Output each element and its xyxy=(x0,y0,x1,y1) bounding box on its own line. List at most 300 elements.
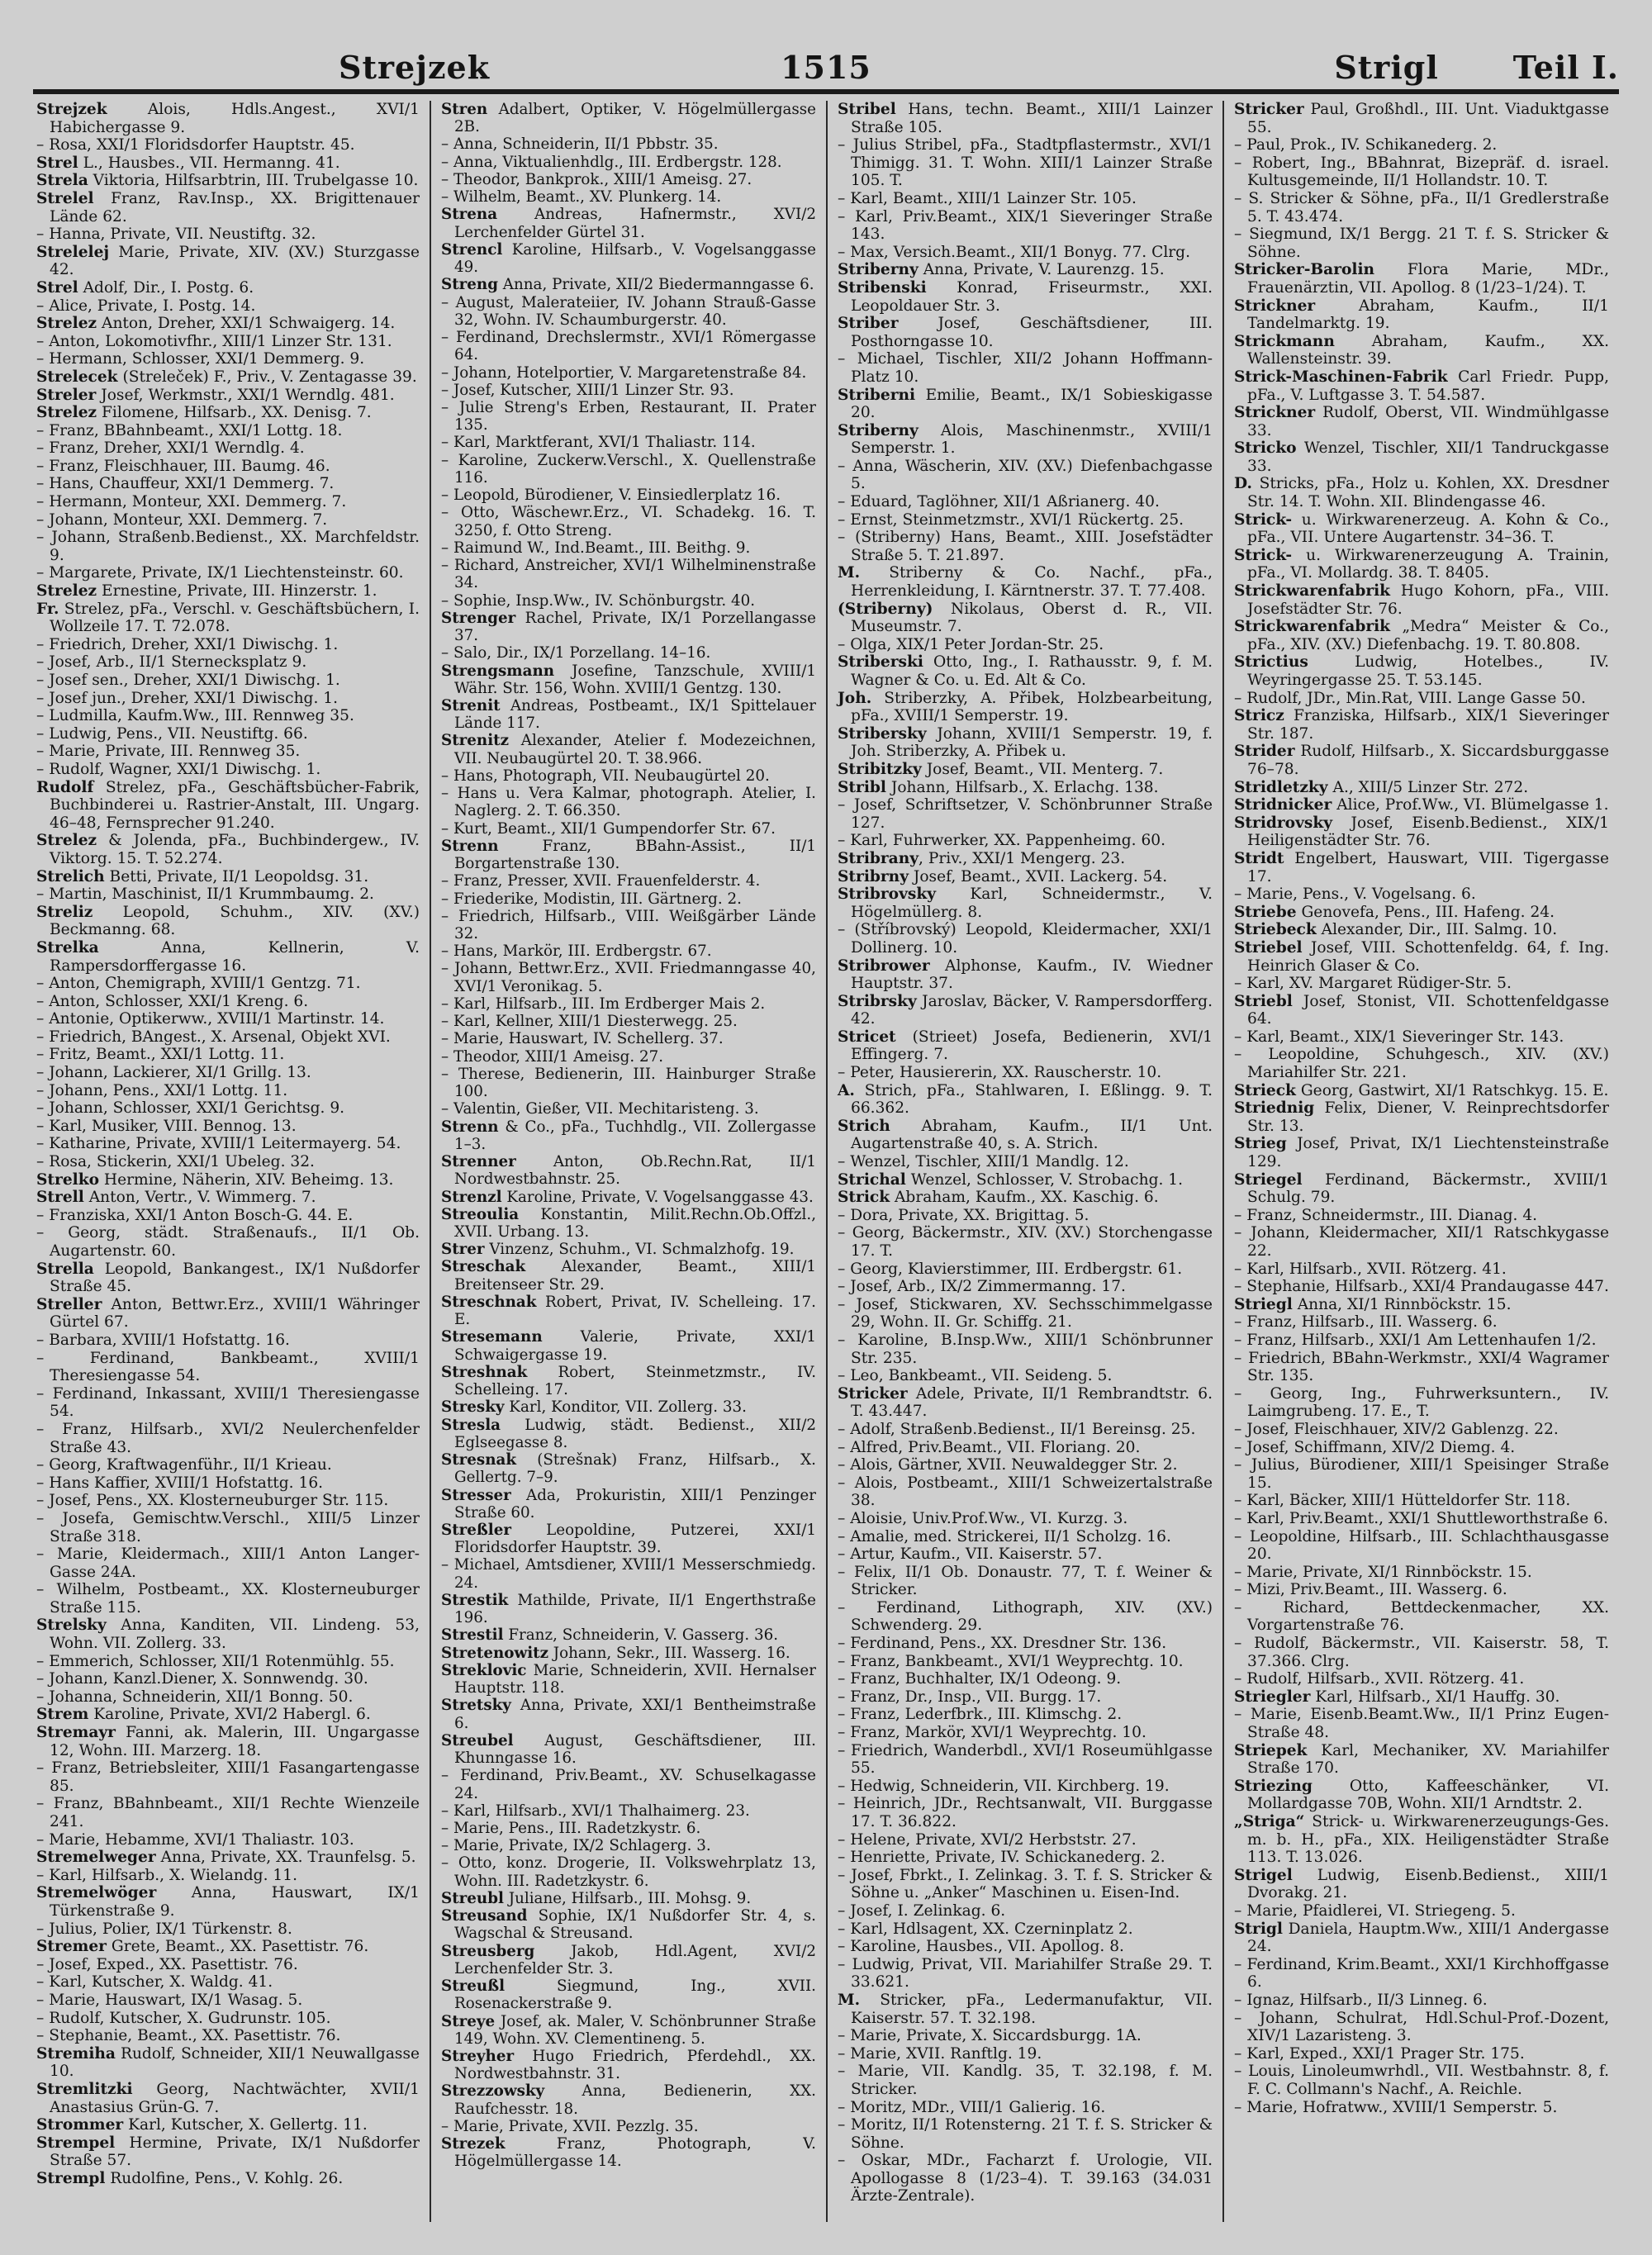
column-1 xyxy=(33,101,430,2222)
directory-entry: Strick- u. Wirkwarenerzeug. A. Kohn & Co., pFa., VII. Untere Augartenstr. 34–36. T. xyxy=(1234,510,1609,547)
directory-entry: – Michael, Tischler, XII/2 Johann Hoffmann-Platz 10. xyxy=(838,350,1213,386)
directory-entry: Striebel Josef, VIII. Schottenfeldg. 64, f. Ing. Heinrich Glaser & Co. xyxy=(1234,938,1609,975)
directory-entry: – Karl, Fuhrwerker, XX. Pappenheimg. 60. xyxy=(838,832,1166,850)
directory-entry: – Stephanie, Hilfsarb., XXI/4 Prandaugasse 447. xyxy=(1234,1278,1609,1296)
directory-entry: – Franz, Buchhalter, IX/1 Odeong. 9. xyxy=(838,1670,1122,1688)
directory-entry: Streyher Hugo Friedrich, Pferdehdl., XX. Nordwestbahnstr. 31. xyxy=(441,2048,816,2083)
directory-entry: – Leopoldine, Hilfsarb., III. Schlachthausgasse 20. xyxy=(1234,1527,1609,1564)
directory-entry: – Ferdinand, Priv.Beamt., XV. Schuselkagasse 24. xyxy=(441,1767,816,1802)
directory-entry: Streusand Sophie, IX/1 Nußdorfer Str. 4, s. Wagschal & Streusand. xyxy=(441,1907,816,1943)
directory-entry: Strelecek (Streleček) F., Priv., V. Zentagasse 39. xyxy=(36,368,417,386)
directory-entry: Strelsky Anna, Kanditen, VII. Lindeng. 53, Wohn. VII. Zollerg. 33. xyxy=(36,1616,420,1653)
directory-entry: – Leopold, Bürodiener, V. Einsiedlerplatz 16. xyxy=(441,487,781,505)
directory-entry: Strommer Karl, Kutscher, X. Gellertg. 11. xyxy=(36,2116,368,2134)
directory-entry: – Karl, Beamt., XIX/1 Sieveringer Str. 143. xyxy=(1234,1028,1564,1046)
directory-entry: – Karl, Kellner, XIII/1 Diesterwegg. 25. xyxy=(441,1013,738,1031)
directory-entry: – Stephanie, Beamt., XX. Pasettistr. 76. xyxy=(36,2027,341,2045)
directory-entry: Striepek Karl, Mechaniker, XV. Mariahilfer Straße 170. xyxy=(1234,1741,1609,1778)
directory-entry: Stribrsky Jaroslav, Bäcker, V. Rampersdorfferg. 42. xyxy=(838,992,1213,1028)
directory-entry: Striebe Genovefa, Pens., III. Hafeng. 24. xyxy=(1234,903,1555,921)
directory-entry: – Ferdinand, Drechslermstr., XVI/1 Römergasse 64. xyxy=(441,329,816,364)
directory-entry: – Alois, Gärtner, XVII. Neuwaldegger Str. 2. xyxy=(838,1456,1178,1474)
directory-entry: – Franz, Dreher, XXI/1 Werndlg. 4. xyxy=(36,439,305,458)
directory-entry: Stresemann Valerie, Private, XXI/1 Schwaigergasse 19. xyxy=(441,1328,816,1364)
directory-entry: „Striga“ Strick- u. Wirkwarenerzeugungs-Ges. m. b. H., pFa., XIX. Heiligenstädter Straße 113. T. 13.026. xyxy=(1234,1813,1609,1867)
directory-entry: – Karl, Priv.Beamt., XXI/1 Shuttleworthstraße 6. xyxy=(1234,1509,1608,1527)
directory-entry: – Robert, Ing., BBahnrat, Bizepräf. d. israel. Kultusgemeinde, II/1 Hollandstr. 10. T. xyxy=(1234,154,1609,190)
directory-entry: Stremayr Fanni, ak. Malerin, III. Ungargasse 12, Wohn. III. Marzerg. 18. xyxy=(36,1724,420,1759)
directory-entry: Stribersky Johann, XVIII/1 Semperstr. 19, f. Joh. Striberzky, A. Přibek u. xyxy=(838,724,1213,761)
directory-entry: – Julius Stribel, pFa., Stadtpflastermstr., XVI/1 Thimigg. 31. T. Wohn. XIII/1 Lainzer Straße 105. T. xyxy=(838,136,1213,190)
directory-entry: – Alice, Private, I. Postg. 14. xyxy=(36,297,256,315)
directory-entry: Stribrovsky Karl, Schneidermstr., V. Högelmüllerg. 8. xyxy=(838,885,1213,921)
directory-entry: Striebeck Alexander, Dir., III. Salmg. 10. xyxy=(1234,921,1558,939)
header-right xyxy=(1095,49,1619,86)
directory-entry: – Wilhelm, Postbeamt., XX. Klosterneuburger Straße 115. xyxy=(36,1581,420,1616)
directory-entry: Strel Adolf, Dir., I. Postg. 6. xyxy=(36,278,254,297)
directory-entry: Strell Anton, Vertr., V. Wimmerg. 7. xyxy=(36,1189,316,1207)
directory-entry: – Josef sen., Dreher, XXI/1 Diwischg. 1. xyxy=(36,672,340,689)
directory-entry: Strena Andreas, Hafnermstr., XVI/2 Lerchenfelder Gürtel 31. xyxy=(441,206,816,241)
directory-entry: – Richard, Anstreicher, XVI/1 Wilhelminenstraße 34. xyxy=(441,557,816,592)
directory-entry: – Louis, Linoleumwrhdl., VII. Westbahnstr. 8, f. F. C. Collmann's Nachf., A. Reichle. xyxy=(1234,2063,1609,2098)
directory-entry: – Julius, Bürodiener, XIII/1 Speisinger Straße 15. xyxy=(1234,1456,1609,1492)
directory-entry: Stresla Ludwig, städt. Bedienst., XII/2 Eglseegasse 8. xyxy=(441,1416,816,1451)
directory-entry: – Hans, Markör, III. Erdbergstr. 67. xyxy=(441,942,712,961)
directory-entry: – Friedrich, BBahn-Werkmstr., XXI/4 Wagramer Str. 135. xyxy=(1234,1349,1609,1385)
directory-entry: – Marie, Hauswart, IV. Schellerg. 37. xyxy=(441,1030,724,1048)
directory-entry: – Franz, Hilfsarb., III. Wasserg. 6. xyxy=(1234,1313,1498,1332)
directory-entry: Stricker Adele, Private, II/1 Rembrandtstr. 6. T. 43.447. xyxy=(838,1384,1213,1421)
directory-entry: Strenn Franz, BBahn-Assist., II/1 Borgartenstraße 130. xyxy=(441,837,816,873)
directory-entry: – Ignaz, Hilfsarb., II/3 Linneg. 6. xyxy=(1234,1991,1488,2009)
header-right-catchword: Strigl xyxy=(1334,49,1439,86)
directory-entry: – Franz, Lederfbrk., III. Klimschg. 2. xyxy=(838,1706,1123,1724)
directory-entry: Streklovic Marie, Schneiderin, XVII. Hernalser Hauptstr. 118. xyxy=(441,1661,816,1697)
directory-entry: Striednig Felix, Diener, V. Reinprechtsdorfer Str. 13. xyxy=(1234,1099,1609,1135)
directory-entry: – Ernst, Steinmetzmstr., XVI/1 Rückertg. 25. xyxy=(838,510,1184,529)
directory-entry: Joh. Striberzky, A. Přibek, Holzbearbeitung, pFa., XVIII/1 Semperstr. 19. xyxy=(838,689,1213,725)
directory-entry: – Anna, Schneiderin, II/1 Pbbstr. 35. xyxy=(441,135,719,154)
directory-entry: Strick Abraham, Kaufm., XX. Kaschig. 6. xyxy=(838,1189,1159,1207)
directory-entry: Stridrovsky Josef, Eisenb.Bedienst., XIX/1 Heiligenstädter Str. 76. xyxy=(1234,814,1609,850)
directory-entry: – Friedrich, BAngest., X. Arsenal, Objekt XVI. xyxy=(36,1028,391,1046)
directory-entry: Stricker Paul, Großhdl., III. Unt. Viaduktgasse 55. xyxy=(1234,101,1609,136)
directory-entry: – Anton, Lokomotivfhr., XIII/1 Linzer Str. 131. xyxy=(36,332,392,350)
directory-entry: – Ferdinand, Bankbeamt., XVIII/1 Theresiengasse 54. xyxy=(36,1349,420,1385)
directory-entry: Stremelweger Anna, Private, XX. Traunfelsg. 5. xyxy=(36,1849,416,1867)
directory-entry: – Karoline, B.Insp.Ww., XIII/1 Schönbrunner Str. 235. xyxy=(838,1331,1213,1367)
directory-entry: – Karoline, Hausbes., VII. Apollog. 8. xyxy=(838,1938,1124,1956)
directory-entry: – Therese, Bedienerin, III. Hainburger Straße 100. xyxy=(441,1065,816,1101)
directory-entry: – Wilhelm, Beamt., XV. Plunkerg. 14. xyxy=(441,188,722,207)
directory-entry: – Salo, Dir., IX/1 Porzellang. 14–16. xyxy=(441,644,711,662)
column-2 xyxy=(430,101,826,2222)
directory-entry: Streoulia Konstantin, Milit.Rechn.Ob.Offzl., XVII. Urbang. 13. xyxy=(441,1205,816,1241)
directory-entry: – Karl, Beamt., XIII/1 Lainzer Str. 105. xyxy=(838,189,1137,207)
directory-entry: Strickner Rudolf, Oberst, VII. Windmühlgasse 33. xyxy=(1234,404,1609,439)
directory-entry: Stridletzky A., XIII/5 Linzer Str. 272. xyxy=(1234,778,1529,796)
directory-entry: Rudolf Strelez, pFa., Geschäftsbücher-Fabrik, Buchbinderei u. Rastrier-Anstalt, III. Ungarg. 46–48, Fernsprecher 91.240. xyxy=(36,778,420,832)
directory-entry: Streschak Alexander, Beamt., XIII/1 Breitenseer Str. 29. xyxy=(441,1258,816,1294)
directory-entry: Stremer Grete, Beamt., XX. Pasettistr. 76. xyxy=(36,1938,369,1956)
directory-entry: Stresnak (Strešnak) Franz, Hilfsarb., X. Gellertg. 7–9. xyxy=(441,1451,816,1487)
directory-entry: – Leo, Bankbeamt., VII. Seideng. 5. xyxy=(838,1367,1113,1385)
directory-entry: – Valentin, Gießer, VII. Mechitaristeng. 3. xyxy=(441,1100,759,1118)
directory-entry: – Johann, Lackierer, XI/1 Grillg. 13. xyxy=(36,1064,311,1082)
directory-entry: – August, Malerateiier, IV. Johann Strauß-Gasse 32, Wohn. IV. Schaumburgerstr. 40. xyxy=(441,293,816,329)
directory-entry: Striberny Alois, Maschinenmstr., XVIII/1 Semperstr. 1. xyxy=(838,421,1213,458)
directory-entry: Strenitz Alexander, Atelier f. Modezeichnen, VII. Neubaugürtel 20. T. 38.966. xyxy=(441,732,816,767)
directory-entry: – Hans, Chauffeur, XXI/1 Demmerg. 7. xyxy=(36,475,335,493)
directory-entry: – Karl, Bäcker, XIII/1 Hütteldorfer Str. 118. xyxy=(1234,1492,1571,1510)
directory-entry: – Friedrich, Hilfsarb., VIII. Weißgärber Lände 32. xyxy=(441,907,816,943)
directory-entry: – Johann, Hotelportier, V. Margaretenstraße 84. xyxy=(441,363,807,382)
directory-entry: – Michael, Amtsdiener, XVIII/1 Messerschmiedg. 24. xyxy=(441,1556,816,1592)
directory-entry: Stresky Karl, Konditor, VII. Zollerg. 33. xyxy=(441,1398,747,1417)
directory-entry: – Heinrich, JDr., Rechtsanwalt, VII. Burggasse 17. T. 36.822. xyxy=(838,1795,1213,1830)
directory-entry: – Olga, XIX/1 Peter Jordan-Str. 25. xyxy=(838,635,1104,653)
directory-entry: – Barbara, XVIII/1 Hofstattg. 16. xyxy=(36,1331,290,1349)
directory-entry: – Franz, Hilfsarb., XVI/2 Neulerchenfelder Straße 43. xyxy=(36,1420,420,1456)
directory-entry: – Josef, Pens., XX. Klosterneuburger Str. 115. xyxy=(36,1492,389,1510)
column-3 xyxy=(826,101,1222,2222)
directory-entry: – Karl, Exped., XXI/1 Prager Str. 175. xyxy=(1234,2044,1525,2063)
directory-entry: – Karoline, Zuckerw.Verschl., X. Quellenstraße 116. xyxy=(441,451,816,487)
directory-entry: – Josef, Arb., IX/2 Zimmermanng. 17. xyxy=(838,1278,1126,1296)
directory-entry: – Marie, Private, X. Siccardsburgg. 1A. xyxy=(838,2027,1142,2045)
directory-entry: – Oskar, MDr., Facharzt f. Urologie, VII. Apollogasse 8 (1/23–4). T. 39.163 (34.031 Ärzte-Zentrale). xyxy=(838,2152,1213,2205)
directory-entry: Strieg Josef, Privat, IX/1 Liechtensteinstraße 129. xyxy=(1234,1135,1609,1171)
directory-entry: – Karl, XV. Margaret Rüdiger-Str. 5. xyxy=(1234,975,1512,993)
directory-entry: Strencl Karoline, Hilfsarb., V. Vogelsanggasse 49. xyxy=(441,240,816,277)
directory-entry: – Johann, Schlosser, XXI/1 Gerichtsg. 9. xyxy=(36,1099,345,1118)
directory-entry: Strelka Anna, Kellnerin, V. Rampersdorffergasse 16. xyxy=(36,938,420,975)
directory-entry: – Franz, Schneidermstr., III. Dianag. 4. xyxy=(1234,1206,1538,1224)
directory-entry: – Karl, Marktferant, XVI/1 Thaliastr. 114. xyxy=(441,434,756,452)
directory-entry: – Marie, XVII. Ranftlg. 19. xyxy=(838,2044,1042,2063)
directory-entry: – Richard, Bettdeckenmacher, XX. Vorgartenstraße 76. xyxy=(1234,1598,1609,1635)
directory-entry: – (Stříbrovský) Leopold, Kleidermacher, XXI/1 Dollinerg. 10. xyxy=(838,921,1213,957)
directory-entry: – Johann, Kanzl.Diener, X. Sonnwendg. 30. xyxy=(36,1670,368,1688)
directory-entry: Strichal Wenzel, Schlosser, V. Strobachg. 1. xyxy=(838,1170,1184,1189)
directory-entry: – Rosa, XXI/1 Floridsdorfer Hauptstr. 45. xyxy=(36,136,355,154)
directory-entry: Streubel August, Geschäftsdiener, III. Khunngasse 16. xyxy=(441,1731,816,1768)
directory-entry: – Eduard, Taglöhner, XII/1 Aßrianerg. 40. xyxy=(838,493,1160,511)
directory-entry: – Hermann, Monteur, XXI. Demmerg. 7. xyxy=(36,493,347,511)
directory-entry: Strictius Ludwig, Hotelbes., IV. Weyringergasse 25. T. 53.145. xyxy=(1234,653,1609,689)
directory-entry: – Rudolf, Hilfsarb., XVII. Rötzerg. 41. xyxy=(1234,1670,1525,1688)
directory-entry: Striegl Anna, XI/1 Rinnböckstr. 15. xyxy=(1234,1295,1512,1313)
directory-entry: – Josef, Stickwaren, XV. Sechsschimmelgasse 29, Wohn. II. Gr. Schiffg. 21. xyxy=(838,1295,1213,1332)
directory-entry: Stren Adalbert, Optiker, V. Högelmüllergasse 2B. xyxy=(441,101,816,136)
directory-entry: – Aloisie, Univ.Prof.Ww., VI. Kurzg. 3. xyxy=(838,1509,1128,1527)
directory-entry: – Ferdinand, Pens., XX. Dresdner Str. 136. xyxy=(838,1635,1167,1653)
directory-entry: – Alfred, Priv.Beamt., VII. Floriang. 20. xyxy=(838,1438,1141,1456)
directory-entry: – Marie, Private, XI/1 Rinnböckstr. 15. xyxy=(1234,1563,1532,1581)
directory-entry: A. Strich, pFa., Stahlwaren, I. Eßlingg. 9. T. 66.362. xyxy=(838,1081,1213,1118)
directory-entry: Striberny Anna, Private, V. Laurenzg. 15. xyxy=(838,261,1165,279)
directory-entry: Stremiha Rudolf, Schneider, XII/1 Neuwallgasse 10. xyxy=(36,2044,420,2081)
directory-entry: – Ferdinand, Inkassant, XVIII/1 Theresiengasse 54. xyxy=(36,1384,420,1421)
directory-entry: – Franz, BBahnbeamt., XII/1 Rechte Wienzeile 241. xyxy=(36,1795,420,1830)
directory-entry: Strejzek Alois, Hdls.Angest., XVI/1 Habichergasse 9. xyxy=(36,101,420,136)
directory-entry: Strenger Rachel, Private, IX/1 Porzellangasse 37. xyxy=(441,609,816,645)
directory-entry: Stretsky Anna, Private, XXI/1 Bentheimstraße 6. xyxy=(441,1697,816,1732)
directory-entry: Stribel Hans, techn. Beamt., XIII/1 Lainzer Straße 105. xyxy=(838,101,1213,136)
directory-entry: – Hanna, Private, VII. Neustiftg. 32. xyxy=(36,226,316,244)
directory-entry: – Hans Kaffier, XVIII/1 Hofstattg. 16. xyxy=(36,1474,324,1492)
directory-entry: Striberni Emilie, Beamt., IX/1 Sobieskigasse 20. xyxy=(838,386,1213,422)
directory-entry: – Paul, Prok., IV. Schikanederg. 2. xyxy=(1234,136,1498,154)
directory-entry: Stribrany, Priv., XXI/1 Mengerg. 23. xyxy=(838,849,1126,867)
directory-entry: – Hans u. Vera Kalmar, photograph. Atelier, I. Naglerg. 2. T. 66.350. xyxy=(441,785,816,820)
directory-entry: – Franz, Fleischhauer, III. Baumg. 46. xyxy=(36,457,330,475)
directory-entry: – Josef, Schiffmann, XIV/2 Diemg. 4. xyxy=(1234,1438,1516,1456)
directory-entry: – Rudolf, Bäckermstr., VII. Kaiserstr. 58, T. 37.366. Clrg. xyxy=(1234,1635,1609,1670)
directory-entry: – Josef, Fleischhauer, XIV/2 Gablenzg. 22. xyxy=(1234,1420,1559,1438)
directory-entry: Strelel Franz, Rav.Insp., XX. Brigittenauer Lände 62. xyxy=(36,189,420,226)
header-rule xyxy=(33,89,1619,94)
directory-entry: – Marie, Hofratww., XVIII/1 Semperstr. 5. xyxy=(1234,2098,1558,2116)
directory-entry: Striberski Otto, Ing., I. Rathausstr. 9, f. M. Wagner & Co. u. Ed. Alt & Co. xyxy=(838,653,1213,689)
directory-entry: Stretenowitz Johann, Sekr., III. Wasserg. 16. xyxy=(441,1644,790,1662)
directory-entry: – Ferdinand, Krim.Beamt., XXI/1 Kirchhoffgasse 6. xyxy=(1234,1955,1609,1992)
directory-entry: – Anton, Schlosser, XXI/1 Kreng. 6. xyxy=(36,992,309,1010)
directory-entry: Strickmann Abraham, Kaufm., XX. Wallensteinstr. 39. xyxy=(1234,332,1609,368)
directory-entry: – Rudolf, Wagner, XXI/1 Diwischg. 1. xyxy=(36,760,321,778)
directory-entry: – Johann, Kleidermacher, XII/1 Ratschkygasse 22. xyxy=(1234,1224,1609,1260)
directory-entry: – Amalie, med. Strickerei, II/1 Scholzg. 16. xyxy=(838,1527,1171,1545)
directory-entry: – Josef, Kutscher, XIII/1 Linzer Str. 93. xyxy=(441,381,734,399)
directory-entry: Stribitzky Josef, Beamt., VII. Menterg. 7. xyxy=(838,760,1164,778)
directory-entry: – Moritz, MDr., VIII/1 Galierig. 16. xyxy=(838,2098,1106,2116)
directory-entry: Streler Josef, Werkmstr., XXI/1 Werndlg. 481. xyxy=(36,386,395,404)
directory-entry: – Karl, Priv.Beamt., XIX/1 Sieveringer Straße 143. xyxy=(838,207,1213,244)
directory-entry: – Karl, Hilfsarb., XVII. Rötzerg. 41. xyxy=(1234,1260,1507,1278)
directory-entry: – Marie, Hebamme, XVI/1 Thaliastr. 103. xyxy=(36,1830,354,1849)
directory-entry: Strezzowsky Anna, Bedienerin, XX. Raufchesstr. 18. xyxy=(441,2082,816,2118)
directory-entry: – Friederike, Modistin, III. Gärtnerg. 2. xyxy=(441,890,742,908)
directory-entry: Strelez Filomene, Hilfsarb., XX. Denisg. 7. xyxy=(36,404,372,422)
directory-entry: Stribrny Josef, Beamt., XVII. Lackerg. 54. xyxy=(838,867,1168,885)
directory-entry: Strelez Ernestine, Private, III. Hinzerstr. 1. xyxy=(36,582,377,601)
directory-entry: Stribenski Konrad, Friseurmstr., XXI. Leopoldauer Str. 3. xyxy=(838,278,1213,315)
directory-entry: Strickner Abraham, Kaufm., II/1 Tandelmarktg. 19. xyxy=(1234,297,1609,333)
directory-entry: – Georg, städt. Straßenaufs., II/1 Ob. Augartenstr. 60. xyxy=(36,1224,420,1260)
directory-entry: Strelko Hermine, Näherin, XIV. Beheimg. 13. xyxy=(36,1170,394,1189)
directory-entry: – Rudolf, Kutscher, X. Gudrunstr. 105. xyxy=(36,2009,331,2027)
directory-entry: Stresser Ada, Prokuristin, XIII/1 Penzinger Straße 60. xyxy=(441,1486,816,1522)
directory-entry: – Marie, Kleidermach., XIII/1 Anton Langer-Gasse 24A. xyxy=(36,1545,420,1581)
directory-entry: – Franz, Markör, XVI/1 Weyprechtg. 10. xyxy=(838,1724,1146,1742)
directory-entry: Strem Karoline, Private, XVI/2 Habergl. 6. xyxy=(36,1706,371,1724)
directory-entry: – Josef, I. Zelinkag. 6. xyxy=(838,1901,1006,1920)
directory-entry: Strich Abraham, Kaufm., II/1 Unt. Augartenstraße 40, s. A. Strich. xyxy=(838,1117,1213,1153)
directory-entry: Striegel Ferdinand, Bäckermstr., XVIII/1 Schulg. 79. xyxy=(1234,1170,1609,1207)
directory-entry: – Georg, Kraftwagenführ., II/1 Krieau. xyxy=(36,1456,332,1474)
directory-entry: – Rudolf, JDr., Min.Rat, VIII. Lange Gasse 50. xyxy=(1234,689,1586,707)
directory-entry: – Ludwig, Privat, VII. Mariahilfer Straße 29. T. 33.621. xyxy=(838,1955,1213,1992)
directory-entry: – Raimund W., Ind.Beamt., III. Beithg. 9. xyxy=(441,539,751,557)
directory-entry: Strenzl Karoline, Private, V. Vogelsanggasse 43. xyxy=(441,1188,814,1206)
directory-entry: – Wenzel, Tischler, XIII/1 Mandlg. 12. xyxy=(838,1153,1129,1171)
directory-entry: – Leopoldine, Schuhgesch., XIV. (XV.) Mariahilfer Str. 221. xyxy=(1234,1046,1609,1082)
directory-entry: – Johann, Schulrat, Hdl.Schul-Prof.-Dozent, XIV/1 Lazaristeng. 3. xyxy=(1234,2009,1609,2045)
directory-entry: – Marie, Hauswart, IX/1 Wasag. 5. xyxy=(36,1991,303,2009)
directory-entry: – Adolf, Straßenb.Bedienst., II/1 Bereinsg. 25. xyxy=(838,1420,1196,1438)
directory-entry: Streye Josef, ak. Maler, V. Schönbrunner Straße 149, Wohn. XV. Clementineng. 5. xyxy=(441,2012,816,2048)
directory-entry: – Marie, Private, IX/2 Schlagerg. 3. xyxy=(441,1837,711,1855)
directory-entry: – Johann, Monteur, XXI. Demmerg. 7. xyxy=(36,510,328,529)
directory-entry: – Josef, Fbrkt., I. Zelinkag. 3. T. f. S. Stricker & Söhne u. „Anker“ Maschinen u. Eisen-Ind. xyxy=(838,1866,1213,1902)
directory-entry: – Theodor, XIII/1 Ameisg. 27. xyxy=(441,1047,664,1066)
directory-entry: – Julie Streng's Erben, Restaurant, II. Prater 135. xyxy=(441,398,816,434)
directory-entry: Streusberg Jakob, Hdl.Agent, XVI/2 Lerchenfelder Str. 3. xyxy=(441,1942,816,1977)
directory-entry: (Striberny) Nikolaus, Oberst d. R., VII. Museumstr. 7. xyxy=(838,600,1213,636)
directory-entry: Strestil Franz, Schneiderin, V. Gasserg. 36. xyxy=(441,1626,779,1645)
directory-entry: Strick- u. Wirkwarenerzeugung A. Trainin, pFa., VI. Mollardg. 38. T. 8405. xyxy=(1234,546,1609,582)
directory-entry: – Marie, Pens., V. Vogelsang. 6. xyxy=(1234,885,1476,904)
directory-entry: Striezing Otto, Kaffeeschänker, VI. Mollardgasse 70B, Wohn. XII/1 Arndtstr. 2. xyxy=(1234,1777,1609,1813)
directory-entry: Stridt Engelbert, Hauswart, VIII. Tigergasse 17. xyxy=(1234,849,1609,885)
directory-entry: – Karl, Hdlsagent, XX. Czerninplatz 2. xyxy=(838,1920,1133,1938)
directory-entry: – Josef, Arb., II/1 Sternecksplatz 9. xyxy=(36,653,307,672)
directory-entry: Strengsmann Josefine, Tanzschule, XVIII/1 Währ. Str. 156, Wohn. XVIII/1 Gentzg. 130. xyxy=(441,662,816,697)
directory-entry: – Franz, Betriebsleiter, XIII/1 Fasangartengasse 85. xyxy=(36,1759,420,1795)
directory-entry: Stribl Johann, Hilfsarb., X. Erlachg. 138. xyxy=(838,778,1159,796)
directory-entry: Strempel Hermine, Private, IX/1 Nußdorfer Straße 57. xyxy=(36,2134,420,2170)
directory-entry: – Hermann, Schlosser, XXI/1 Demmerg. 9. xyxy=(36,350,365,368)
directory-entry: Streliz Leopold, Schuhm., XIV. (XV.) Beckmanng. 68. xyxy=(36,903,420,939)
directory-entry: Streller Anton, Bettwr.Erz., XVIII/1 Währinger Gürtel 67. xyxy=(36,1295,420,1332)
directory-entry: – Otto, konz. Drogerie, II. Volkswehrplatz 13, Wohn. III. Radetzkystr. 6. xyxy=(441,1854,816,1890)
directory-entry: M. Striberny & Co. Nachf., pFa., Herrenkleidung, I. Kärntnerstr. 37. T. 77.408. xyxy=(838,564,1213,601)
directory-entry: Stremelwöger Anna, Hauswart, IX/1 Türkenstraße 9. xyxy=(36,1884,420,1920)
directory-entry: – Artur, Kaufm., VII. Kaiserstr. 57. xyxy=(838,1545,1103,1564)
directory-entry: – Georg, Bäckermstr., XIV. (XV.) Storchengasse 17. T. xyxy=(838,1224,1213,1260)
directory-entry: Streubl Juliane, Hilfsarb., III. Mohsg. 9. xyxy=(441,1889,752,1907)
directory-entry: Strestik Mathilde, Private, II/1 Engerthstraße 196. xyxy=(441,1591,816,1627)
directory-entry: – Max, Versich.Beamt., XII/1 Bonyg. 77. Clrg. xyxy=(838,243,1190,261)
directory-entry: Stricet (Strieet) Josefa, Bedienerin, XVI/1 Effingerg. 7. xyxy=(838,1028,1213,1064)
directory-entry: Strickwarenfabrik Hugo Kohorn, pFa., VIII. Josefstädter Str. 76. xyxy=(1234,582,1609,618)
directory-entry: – Rosa, Stickerin, XXI/1 Ubeleg. 32. xyxy=(36,1153,315,1171)
directory-entry: – Henriette, Private, IV. Schickanederg. 2. xyxy=(838,1849,1165,1867)
directory-entry: – Franziska, XXI/1 Anton Bosch-G. 44. E. xyxy=(36,1206,354,1224)
header-left-catchword: Strejzek xyxy=(339,49,491,86)
directory-entry: – Anna, Wäscherin, XIV. (XV.) Diefenbachgasse 5. xyxy=(838,457,1213,493)
directory-entry: – Karl, Hilfsarb., XVI/1 Thalhaimerg. 23. xyxy=(441,1802,750,1820)
directory-entry: – Anton, Chemigraph, XVIII/1 Gentzg. 71. xyxy=(36,975,361,993)
directory-entry: – S. Stricker & Söhne, pFa., II/1 Gredlerstraße 5. T. 43.474. xyxy=(1234,189,1609,226)
directory-entry: Stricz Franziska, Hilfsarb., XIX/1 Sieveringer Str. 187. xyxy=(1234,707,1609,743)
directory-entry: Stribrower Alphonse, Kaufm., IV. Wiedner Hauptstr. 37. xyxy=(838,957,1213,993)
directory-entry: Streschnak Robert, Privat, IV. Schelleing. 17. E. xyxy=(441,1293,816,1329)
directory-entry: – Marie, Pens., III. Radetzkystr. 6. xyxy=(441,1819,701,1837)
directory-entry: – Kurt, Beamt., XII/1 Gumpendorfer Str. 67. xyxy=(441,819,776,838)
directory-entry: – Katharine, Private, XVIII/1 Leitermayerg. 54. xyxy=(36,1135,401,1153)
directory-entry: – Ludmilla, Kaufm.Ww., III. Rennweg 35. xyxy=(36,707,354,725)
directory-entry: Streshnak Robert, Steinmetzmstr., IV. Schelleing. 17. xyxy=(441,1363,816,1399)
directory-entry: – Franz, BBahnbeamt., XXI/1 Lottg. 18. xyxy=(36,421,343,439)
page-number: 1515 xyxy=(781,49,871,86)
directory-entry: – Karl, Musiker, VIII. Bennog. 13. xyxy=(36,1117,297,1135)
directory-entry: – Ferdinand, Lithograph, XIV. (XV.) Schwenderg. 29. xyxy=(838,1598,1213,1635)
directory-entry: – Georg, Ing., Fuhrwerksuntern., IV. Laimgrubeng. 17. E., T. xyxy=(1234,1384,1609,1421)
directory-entry: – Ludwig, Pens., VII. Neustiftg. 66. xyxy=(36,724,308,743)
directory-entry: Striebl Josef, Stonist, VII. Schottenfeldgasse 64. xyxy=(1234,992,1609,1028)
directory-entry: Strickwarenfabrik „Medra“ Meister & Co., pFa., XIV. (XV.) Diefenbachg. 19. T. 80.808. xyxy=(1234,618,1609,653)
directory-entry: – Julius, Polier, IX/1 Türkenstr. 8. xyxy=(36,1920,292,1938)
directory-entry: – Siegmund, IX/1 Bergg. 21 T. f. S. Stricker & Söhne. xyxy=(1234,226,1609,261)
directory-entry: Strelich Betti, Private, II/1 Leopoldsg. 31. xyxy=(36,867,369,885)
directory-entry: Stricko Wenzel, Tischler, XII/1 Tandruckgasse 33. xyxy=(1234,439,1609,475)
directory-entry: – Karl, Hilfsarb., X. Wielandg. 11. xyxy=(36,1866,297,1884)
directory-entry: Strider Rudolf, Hilfsarb., X. Siccardsburggasse 76–78. xyxy=(1234,743,1609,778)
directory-entry: – Peter, Hausiererin, XX. Rauscherstr. 10. xyxy=(838,1064,1162,1082)
directory-entry: – Karl, Kutscher, X. Waldg. 41. xyxy=(36,1973,273,1992)
directory-entry: Strieck Georg, Gastwirt, XI/1 Ratschkyg. 15. E. xyxy=(1234,1081,1609,1099)
directory-entry: – Fritz, Beamt., XXI/1 Lottg. 11. xyxy=(36,1046,285,1064)
directory-entry: Strenit Andreas, Postbeamt., IX/1 Spittelauer Lände 117. xyxy=(441,696,816,733)
directory-entry: – Alois, Postbeamt., XIII/1 Schweizertalstraße 38. xyxy=(838,1474,1213,1510)
header-part-label: Teil I. xyxy=(1512,49,1619,86)
directory-entry: Strelez & Jolenda, pFa., Buchbindergew., IV. Viktorg. 15. T. 52.274. xyxy=(36,832,420,867)
directory-entry: – Margarete, Private, IX/1 Liechtensteinstr. 60. xyxy=(36,564,404,582)
directory-entry: – Marie, Private, III. Rennweg 35. xyxy=(36,743,301,761)
directory-entry: Streßler Leopoldine, Putzerei, XXI/1 Floridsdorfer Hauptstr. 39. xyxy=(441,1521,816,1557)
directory-entry: – Karl, Hilfsarb., III. Im Erdberger Mais 2. xyxy=(441,995,766,1013)
directory-entry: Strezek Franz, Photograph, V. Högelmüllergasse 14. xyxy=(441,2135,816,2171)
directory-entry: Striber Josef, Geschäftsdiener, III. Posthorngasse 10. xyxy=(838,315,1213,350)
directory-entry: – Dora, Private, XX. Brigittag. 5. xyxy=(838,1206,1089,1224)
directory-entry: Streng Anna, Private, XII/2 Biedermanngasse 6. xyxy=(441,276,814,294)
directory-entry: – Josef, Schriftsetzer, V. Schönbrunner Straße 127. xyxy=(838,796,1213,832)
directory-entry: – Antonie, Optikerww., XVIII/1 Martinstr. 14. xyxy=(36,1010,385,1028)
directory-entry: – Hans, Photograph, VII. Neubaugürtel 20. xyxy=(441,767,770,785)
directory-entry: – Johann, Bettwr.Erz., XVII. Friedmanngasse 40, XVI/1 Veronikag. 5. xyxy=(441,960,816,995)
directory-entry: Strella Leopold, Bankangest., IX/1 Nußdorfer Straße 45. xyxy=(36,1260,420,1296)
directory-entry: Strigl Daniela, Hauptm.Ww., XIII/1 Andergasse 24. xyxy=(1234,1920,1609,1956)
directory-entry: – Franz, Dr., Insp., VII. Burgg. 17. xyxy=(838,1688,1102,1706)
page-header xyxy=(33,40,1619,86)
directory-entry: Stridnicker Alice, Prof.Ww., VI. Blümelgasse 1. xyxy=(1234,796,1609,814)
directory-entry: – Franz, Presser, XVII. Frauenfelderstr. 4. xyxy=(441,872,761,890)
directory-entry: Fr. Strelez, pFa., Verschl. v. Geschäftsbüchern, I. Wollzeile 17. T. 72.078. xyxy=(36,600,420,636)
directory-columns xyxy=(33,101,1619,2222)
directory-entry: Strel L., Hausbes., VII. Hermanng. 41. xyxy=(36,154,340,172)
directory-entry: Stricker-Barolin Flora Marie, MDr., Frauenärztin, VII. Apollog. 8 (1/23–1/24). T. xyxy=(1234,261,1609,297)
directory-entry: – Franz, Hilfsarb., XXI/1 Am Lettenhaufen 1/2. xyxy=(1234,1331,1597,1349)
directory-entry: D. Stricks, pFa., Holz u. Kohlen, XX. Dresdner Str. 14. T. Wohn. XII. Blindengasse 46. xyxy=(1234,475,1609,511)
directory-entry: Stremlitzki Georg, Nachtwächter, XVII/1 Anastasius Grün-G. 7. xyxy=(36,2080,420,2116)
directory-entry: – Theodor, Bankprok., XIII/1 Ameisg. 27. xyxy=(441,170,752,188)
directory-entry: – Marie, Eisenb.Beamt.Ww., II/1 Prinz Eugen-Straße 48. xyxy=(1234,1706,1609,1742)
directory-entry: – Sophie, Insp.Ww., IV. Schönburgstr. 40. xyxy=(441,591,756,610)
directory-entry: – Hedwig, Schneiderin, VII. Kirchberg. 19. xyxy=(838,1777,1170,1795)
directory-entry: – Martin, Maschinist, II/1 Krummbaumg. 2. xyxy=(36,885,374,904)
directory-entry: – Josef jun., Dreher, XXI/1 Diwischg. 1. xyxy=(36,689,339,707)
directory-entry: Strenner Anton, Ob.Rechn.Rat, II/1 Nordwestbahnstr. 25. xyxy=(441,1153,816,1189)
directory-entry: M. Stricker, pFa., Ledermanufaktur, VII. Kaiserstr. 57. T. 32.198. xyxy=(838,1991,1213,2027)
directory-entry: – Johann, Pens., XXI/1 Lottg. 11. xyxy=(36,1081,288,1099)
directory-entry: – Marie, Pfaidlerei, VI. Striegeng. 5. xyxy=(1234,1901,1516,1920)
column-4 xyxy=(1222,101,1619,2222)
directory-entry: Strelelej Marie, Private, XIV. (XV.) Sturzgasse 42. xyxy=(36,243,420,279)
directory-entry: Strelez Anton, Dreher, XXI/1 Schwaigerg. 14. xyxy=(36,315,396,333)
directory-entry: – Josef, Exped., XX. Pasettistr. 76. xyxy=(36,1955,298,1973)
